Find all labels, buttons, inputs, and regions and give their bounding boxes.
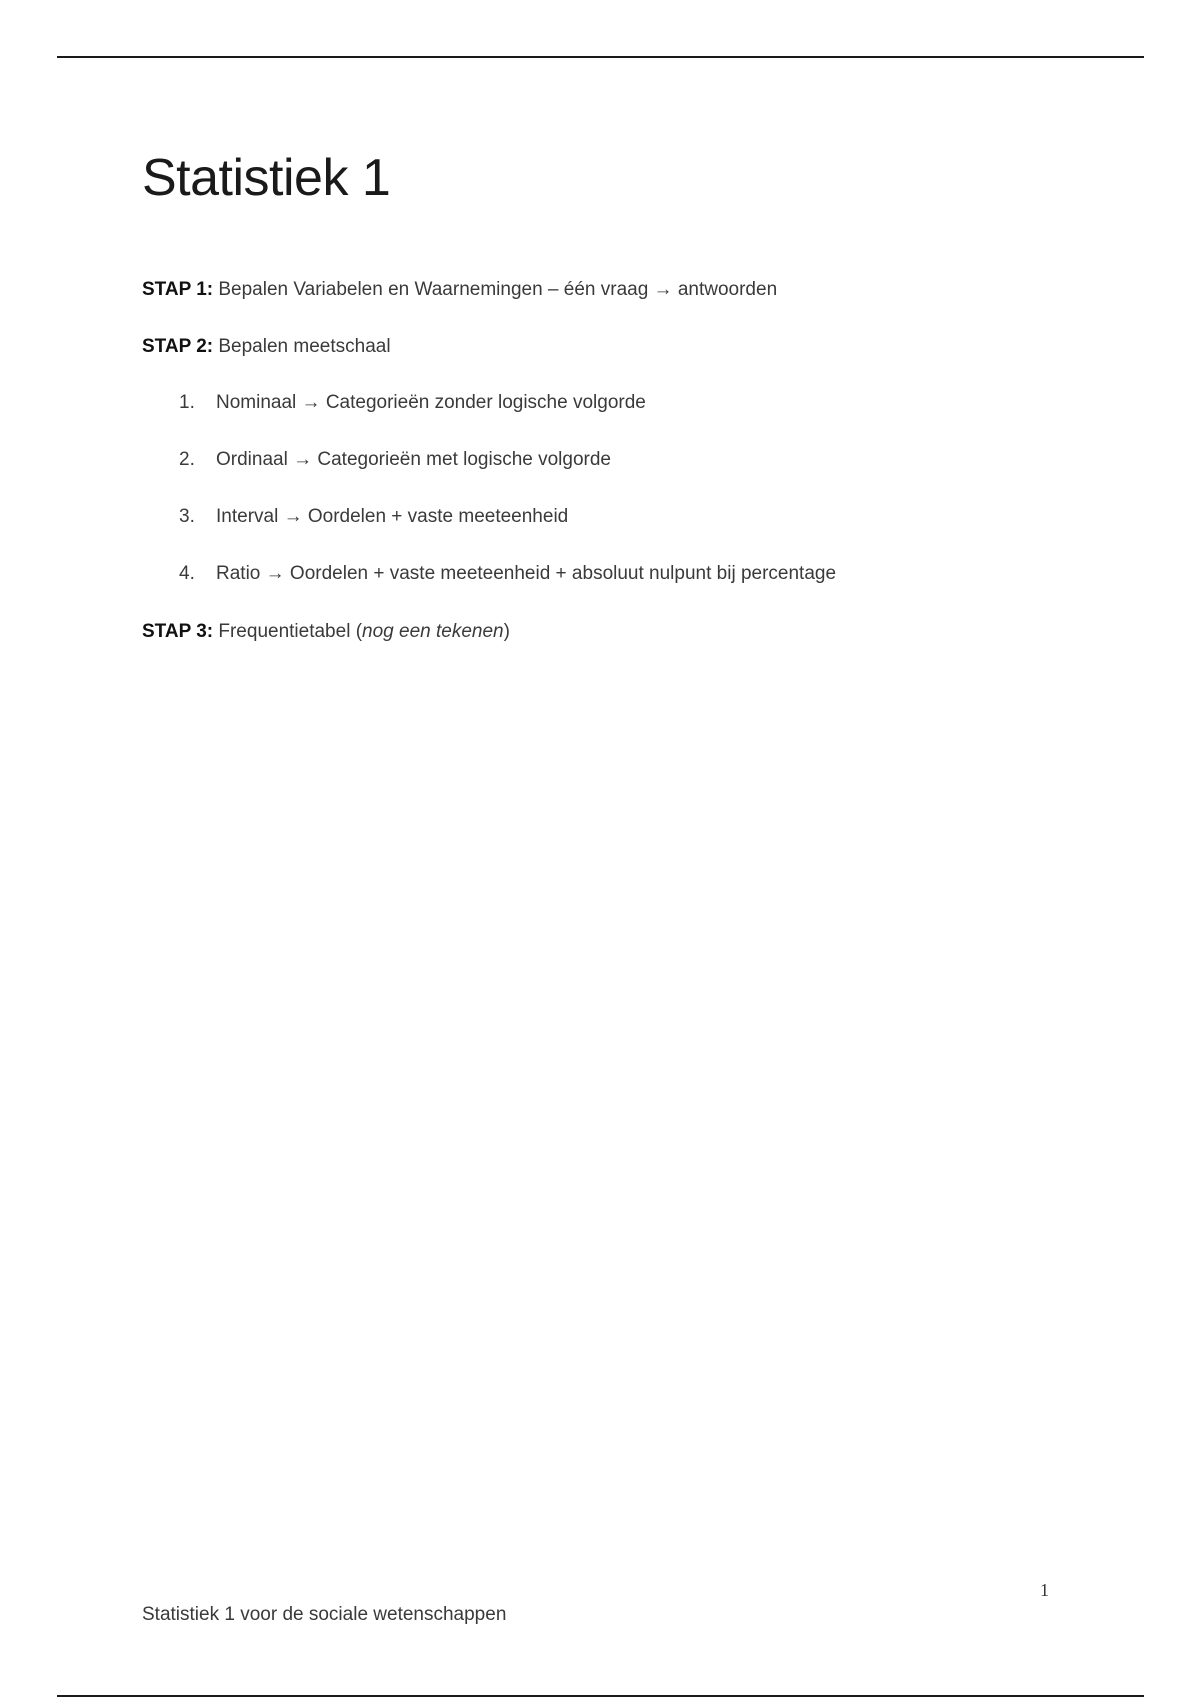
list-item-text: Ratio → Oordelen + vaste meeteenheid + absoluut nulpunt bij percentage (216, 563, 837, 584)
footer-text: Statistiek 1 voor de sociale wetenschappen (142, 1604, 507, 1625)
step-2 (142, 334, 391, 360)
list-item-text: Ordinaal → Categorieën met logische volgorde (216, 449, 611, 470)
step-3-label: STAP 3: (142, 621, 214, 642)
step-3-text (218, 621, 510, 642)
step-1-text: Bepalen Variabelen en Waarnemingen – één vraag → antwoorden (218, 279, 778, 300)
list-item-number: 3. (179, 506, 195, 527)
step-3-text-after: ) (503, 621, 510, 642)
step-1 (142, 277, 777, 303)
list-item-number: 2. (179, 449, 195, 470)
page-number: 1 (1040, 1580, 1049, 1600)
step-3-text-italic: nog een tekenen (362, 621, 504, 642)
page-title: Statistiek 1 (142, 149, 391, 207)
step-3 (142, 619, 510, 645)
footer-rule (57, 1695, 1144, 1697)
header-rule (57, 56, 1144, 58)
list-item-text: Nominaal → Categorieën zonder logische volgorde (216, 392, 646, 413)
step-1-label: STAP 1: (142, 279, 214, 300)
step-3-text-before: Frequentietabel ( (218, 621, 363, 642)
step-2-label: STAP 2: (142, 336, 214, 357)
step-2-text: Bepalen meetschaal (218, 336, 391, 357)
list-item-number: 1. (179, 392, 195, 413)
list-item-number: 4. (179, 563, 195, 584)
list-item-text: Interval → Oordelen + vaste meeteenheid (216, 506, 569, 527)
